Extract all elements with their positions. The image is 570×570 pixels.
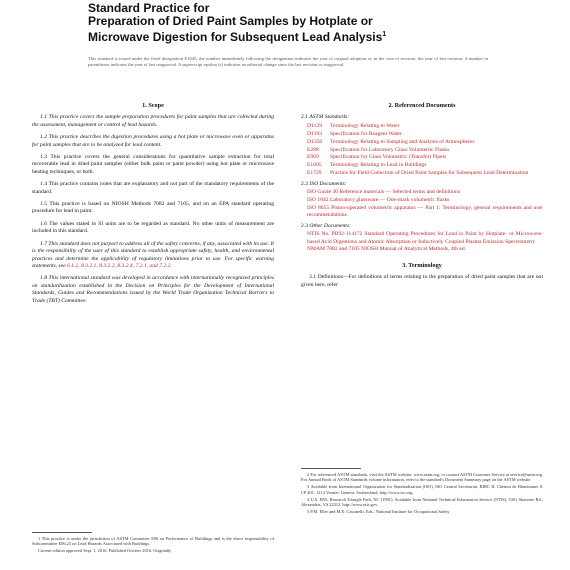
astm-ref-item[interactable] (307, 131, 543, 138)
ref-title[interactable]: Specification for Laboratory Glass Volumetric Flasks (330, 146, 450, 153)
footnote-rule (32, 532, 92, 533)
section-heading-scope: 1. Scope (142, 102, 164, 109)
paragraph-1-6: 1.6 The values stated in SI units are to be regarded as standard. No other units of measurement are included in this standard. (32, 220, 274, 235)
footnote: 5 P.M. Eller and M.E. Cassinelli, Eds., National Institute for Occupational Safety (307, 508, 450, 514)
ref-designation[interactable]: D1193 (307, 130, 323, 137)
paragraph-1-1: 1.1 This practice covers the sample preparation procedures for paint samples that are collected during the assessment, management or control of lead hazards. (32, 114, 274, 128)
paragraph-1-5: 1.5 This practice is based on NIOSH Methods 7082 and 7105, and on an EPA standard operating procedure for lead in paint. (32, 201, 274, 215)
ref-designation[interactable]: ISO 1042 (307, 196, 329, 203)
ref-title[interactable]: Piston-operated volumetric apparatus — Part 1: Terminology, general requirements and user recommendations (307, 204, 543, 219)
paragraph-1-4: 1.4 This practice contains notes that are explanatory and not part of the mandatory requirements of the standard. (32, 181, 274, 195)
left-column (32, 100, 274, 310)
paragraph-1-2: 1.2 This practice describes the digestion procedures using a hot plate or microwave oven or apparatus for paint samples that are to be analyzed for lead content. (32, 134, 274, 148)
other-heading-number: 2.3 (301, 222, 308, 229)
footnotes-right (301, 466, 543, 516)
document-title (88, 2, 488, 44)
astm-ref-item[interactable] (307, 162, 543, 169)
ref-title[interactable]: Standard Operating Procedures for Lead in Paint by Hotplate- or Microwave-based Acid Digestions and Atomic Absorption or Inductively Coupled Plasma Emission Spectrometry (307, 231, 543, 245)
right-column (301, 100, 543, 294)
title-footnote-mark: 1 (382, 31, 387, 38)
footnote: 4 U.S. EPA, Research Triangle Park, NC (1991). Available from National Technical Information Service (NTIS), 5301 Shawnee Rd., Alexandria, VA 22312, http://www.ntis.gov. (301, 496, 543, 508)
ref-title[interactable]: Terminology Relating to Water (330, 122, 400, 129)
iso-ref-text[interactable] (307, 197, 543, 204)
ref-designation[interactable]: E288 (307, 146, 319, 153)
footnotes-left (32, 530, 274, 555)
footnote-rule (301, 468, 361, 469)
ref-designation[interactable]: ISO Guide 30 (307, 189, 339, 196)
title-line-3 (88, 28, 488, 44)
section-heading-referenced-documents: 2. Referenced Documents (388, 102, 456, 109)
astm-ref-item[interactable] (307, 147, 543, 154)
ref-designation[interactable]: D1129 (307, 122, 323, 129)
iso-documents-heading (301, 181, 543, 188)
iso-heading-number: 2.2 (301, 180, 308, 187)
other-heading-text: Other Documents: (309, 222, 351, 229)
ref-title[interactable]: Laboratory glassware — One-mark volumetric flasks (330, 196, 450, 203)
footnote: 2 For referenced ASTM standards, visit the ASTM website, www.astm.org, or contact ASTM Customer Service at service@astm.org. For Annual Book of ASTM Standards volume information, refer to the standard's Document Summary page on the ASTM website. (301, 472, 543, 483)
ref-designation[interactable]: ISO 8655 (307, 204, 330, 211)
iso-ref-item[interactable] (307, 189, 543, 196)
paragraph-1-8: 1.8 This international standard was developed in accordance with internationally recognized principles on standardization established in the Decision on Principles for the Development of International Standards, Guides and Recommendations issued by the World Trade Organization Technical Barriers to Trade (TBT) Committee. (32, 275, 274, 304)
ref-title[interactable]: Terminology Relating to Lead in Buildings (330, 162, 427, 169)
footnote: Current edition approved Sept. 1, 2016. Published October 2016. Originally (38, 548, 172, 554)
iso-ref-item[interactable] (307, 205, 543, 220)
paragraph-1-7-text: 1.7 This standard does not purport to address all of the safety concerns, if any, associated with its use. It is the responsibility of the user of this standard to establish appropriate safety, health, and environmental practices and determine the applicability of regulatory limitations prior to use. For specific warning statements, see (32, 240, 274, 269)
designation-notice: This standard is issued under the fixed designation E1645; the number immediately following the designation indicates the year of original adoption or, in the case of revision, the year of last revision. A number in parentheses indicates the year of last reapproval. A superscript epsilon (ε) indicates an editorial change since the last revision or reapproval. (88, 56, 488, 67)
paragraph-1-7-section-links[interactable]: 6.1.2, 8.3.2.1, 8.3.2.2, 8.3.2.4, 7.2.1, and 7.2.2. (66, 262, 172, 269)
section-heading-terminology: 3. Terminology (402, 261, 442, 269)
astm-ref-item[interactable] (307, 123, 543, 130)
ref-title[interactable]: Terminology Relating to Sampling and Analysis of Atmospheres (330, 138, 475, 145)
footnote: 1 This practice is under the jurisdiction of ASTM Committee E06 on Performance of Buildings and is the direct responsibility of Subcommittee E06.23 on Lead Hazards Associated with Buildings. (32, 536, 274, 547)
iso-ref-text[interactable] (307, 205, 543, 220)
iso-ref-item[interactable] (307, 197, 543, 204)
astm-heading-number: 2.1 (301, 114, 308, 121)
paragraph-1-7 (32, 241, 274, 271)
ref-title[interactable]: Reference materials — Selected terms and definitions (339, 189, 461, 196)
astm-standards-heading (301, 114, 543, 121)
paragraph-3-1: 3.1 Definitions—For definitions of terms relating to the preparation of dried paint samples that are not given here, refer (301, 274, 543, 288)
other-ref-text[interactable] (307, 231, 543, 246)
ref-designation[interactable]: E1605 (307, 162, 322, 169)
other-ref-text[interactable] (307, 246, 543, 253)
paragraph-1-3: 1.3 This practice covers the general considerations for quantitative sample extraction for total recoverable lead in dried paint samples (either bulk paint or paint powder) using hot plate or microwave heating techniques, or both. (32, 154, 274, 175)
other-ref-item[interactable] (307, 231, 543, 246)
ref-title[interactable]: Specification for Glass Volumetric (Transfer) Pipets (330, 154, 447, 161)
title-line-1: Standard Practice for (88, 1, 210, 15)
ref-designation[interactable]: E1729 (307, 170, 322, 177)
other-ref-item[interactable] (307, 246, 543, 253)
astm-ref-item[interactable] (307, 170, 543, 177)
astm-heading-text: ASTM Standards: (309, 114, 350, 121)
title-line-3-text: Microwave Digestion for Subsequent Lead Analysis (88, 30, 383, 44)
ref-designation[interactable]: D1356 (307, 138, 323, 145)
ref-designation[interactable]: E969 (307, 154, 319, 161)
iso-ref-text[interactable] (307, 189, 543, 196)
footnote: 3 Available from International Organization for Standardization (ISO), ISO Central Secretariat, BIBC II, Chemin de Blandonnet 8, CP 401, 1214 Vernier, Geneva, Switzerland, http://www.iso.org. (301, 484, 543, 495)
ref-title[interactable]: NIOSH Manual of Analytical Methods, 4th ed. (361, 246, 467, 253)
iso-heading-text: ISO Documents: (309, 180, 347, 187)
ref-designation[interactable]: NTIS No. PB92-114172 (307, 231, 363, 238)
ref-title[interactable]: Specification for Reagent Water (330, 130, 402, 137)
title-line-2: Preparation of Dried Paint Samples by Hotplate or (88, 14, 373, 28)
astm-ref-item[interactable] (307, 139, 543, 146)
ref-designation[interactable]: NMAM 7082 and 7105 (307, 246, 360, 253)
astm-ref-item[interactable] (307, 154, 543, 161)
ref-title[interactable]: Practice for Field Collection of Dried Paint Samples for Subsequent Lead Determination (330, 170, 529, 177)
other-documents-heading (301, 223, 543, 230)
